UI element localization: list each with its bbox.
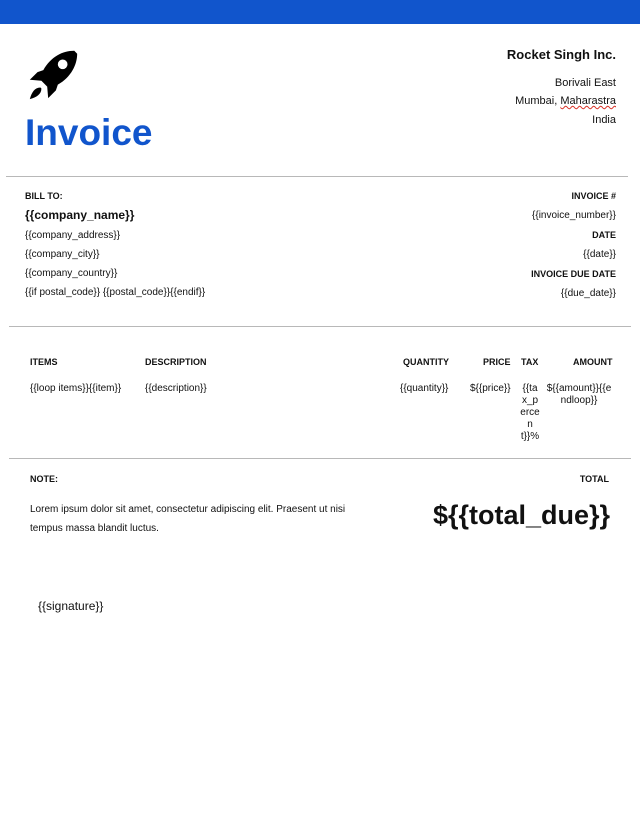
sender-country: India — [592, 113, 616, 126]
divider — [6, 176, 628, 177]
company-name: {{company_name}} — [25, 208, 135, 222]
row-quantity: {{quantity}} — [400, 383, 449, 394]
header-tax: TAX — [521, 357, 539, 367]
invoice-number: {{invoice_number}} — [532, 210, 616, 221]
total-amount: ${{total_due}} — [432, 500, 610, 530]
top-accent-bar — [0, 0, 640, 24]
sender-state: Maharastra — [560, 95, 616, 107]
header-quantity: QUANTITY — [403, 357, 449, 367]
sender-line1: Borivali East — [554, 76, 616, 89]
header-amount: AMOUNT — [573, 357, 613, 367]
row-amount: ${{amount}}{{endloop}} — [546, 383, 612, 406]
row-description: {{description}} — [145, 383, 207, 394]
due-date: {{due_date}} — [560, 288, 616, 299]
row-price: ${{price}} — [470, 383, 511, 394]
divider — [9, 326, 631, 327]
sender-name: Rocket Singh Inc. — [506, 47, 616, 62]
row-tax: {{tax_percent}}% — [520, 383, 540, 442]
header-items: ITEMS — [30, 357, 58, 367]
invoice-date: {{date}} — [583, 249, 616, 260]
company-country: {{company_country}} — [25, 268, 118, 279]
total-label: TOTAL — [579, 474, 609, 484]
date-label: DATE — [592, 230, 616, 240]
invoice-meta — [531, 191, 616, 308]
sender-address — [507, 46, 616, 129]
bill-to-label: BILL TO: — [25, 191, 63, 201]
header-description: DESCRIPTION — [145, 357, 207, 367]
company-postal: {{if postal_code}} {{postal_code}}{{endif}} — [25, 287, 206, 298]
page-title: Invoice — [25, 112, 153, 153]
sender-city: Mumbai, — [515, 95, 561, 107]
invoice-number-label: INVOICE # — [571, 191, 616, 201]
company-address: {{company_address}} — [25, 230, 121, 241]
note-text: Lorem ipsum dolor sit amet, consectetur adipiscing elit. Praesent ut nisi tempus massa blandit luctus. — [30, 504, 346, 534]
due-date-label: INVOICE DUE DATE — [531, 269, 616, 279]
company-city: {{company_city}} — [25, 249, 100, 260]
sender-city-state — [507, 92, 616, 111]
row-item: {{loop items}}{{item}} — [30, 383, 122, 394]
bill-to-block — [25, 191, 205, 298]
note-label: NOTE: — [30, 474, 58, 484]
signature-placeholder: {{signature}} — [38, 599, 104, 613]
rocket-icon — [24, 45, 82, 103]
divider — [9, 458, 631, 459]
header-price: PRICE — [483, 357, 511, 367]
